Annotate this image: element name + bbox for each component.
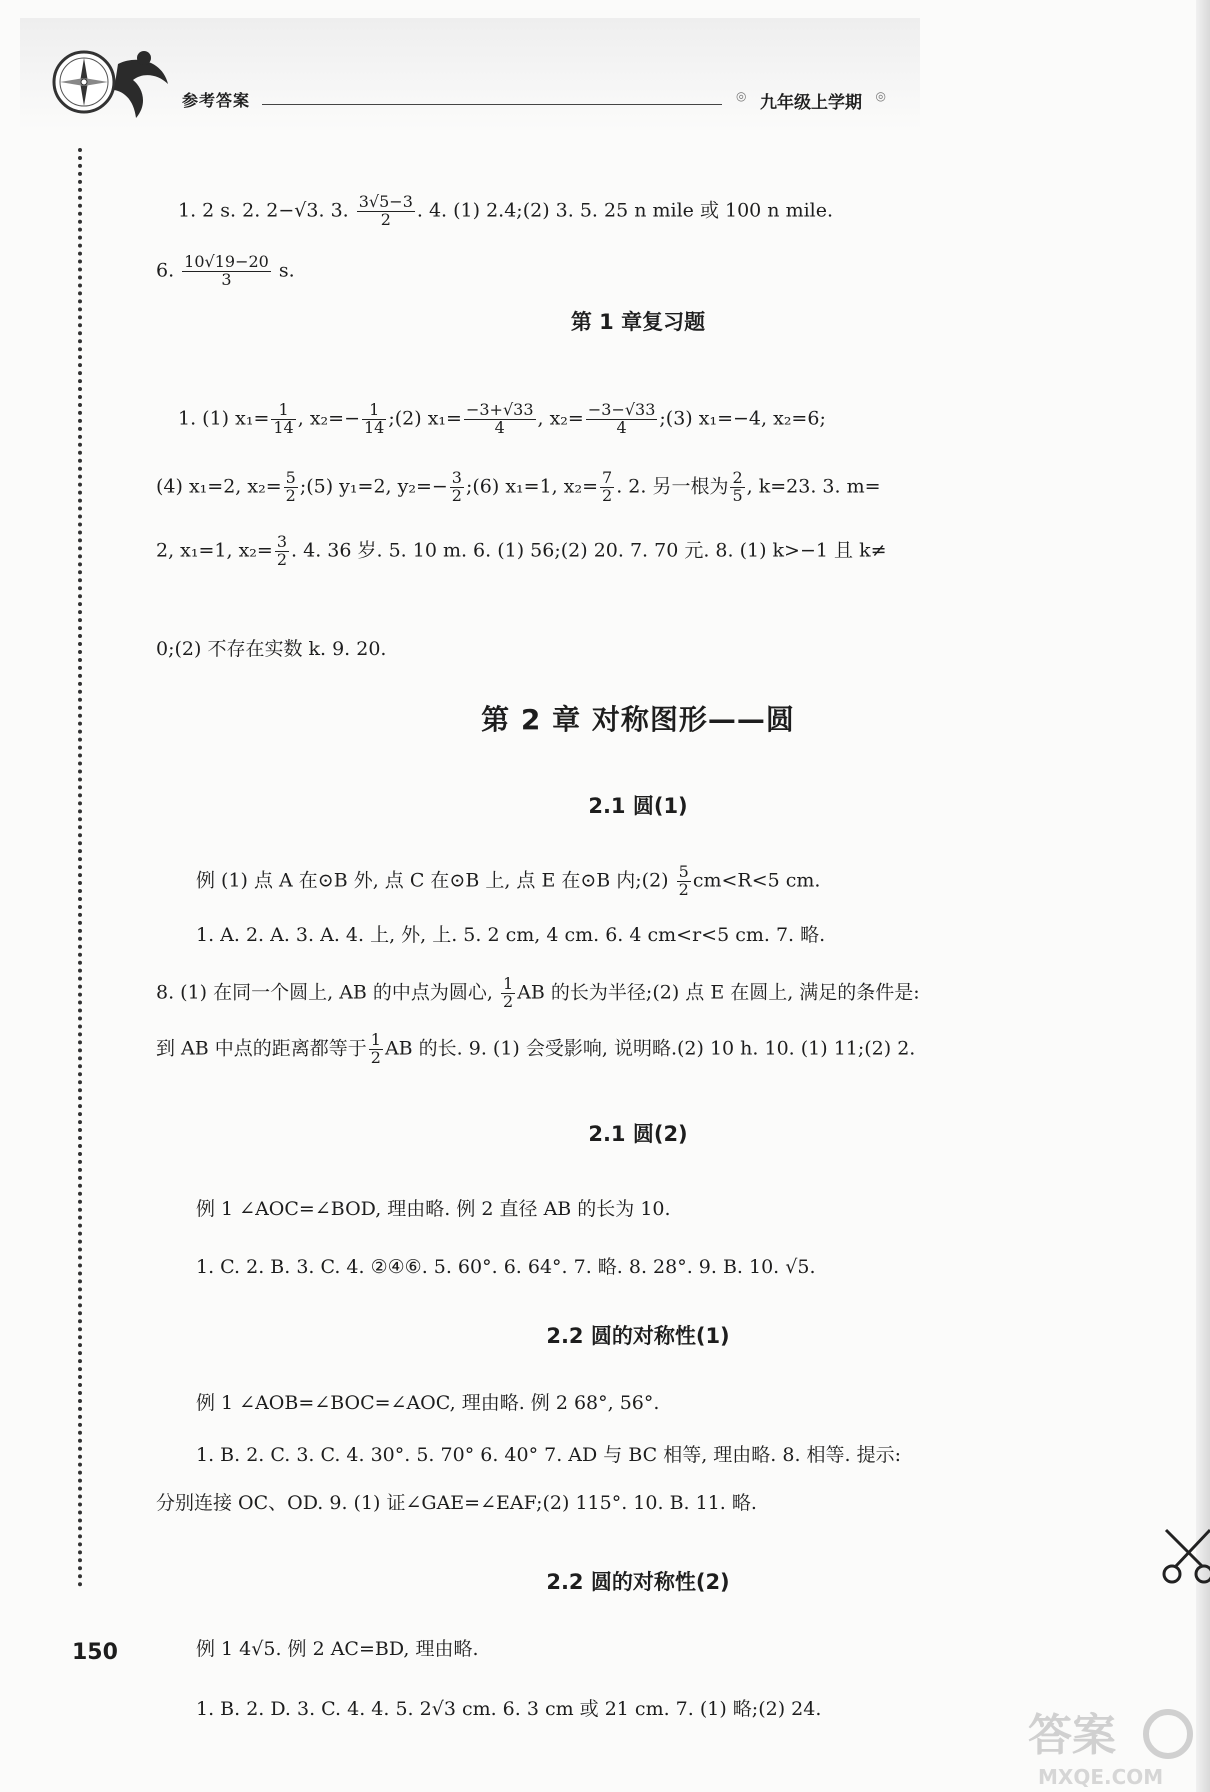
answer-line: 1. C. 2. B. 3. C. 4. ②④⑥. 5. 60°. 6. 64°. 7. 略. 8. 28°. 9. B. 10. √5. — [196, 1256, 816, 1278]
answer-line: 6. $\frac{10√19-20}{3}$ s. — [156, 252, 295, 289]
answer-line: 2, x₁=1, x₂= $\frac{3}{2}$ . 4. 36 岁. 5. 10 m. 6. (1) 56;(2) 20. 7. 70 元. 8. (1) k>−1 且 k≠ — [156, 532, 887, 569]
answer-line: 例 (1) 点 A 在⊙B 外, 点 C 在⊙B 上, 点 E 在⊙B 内;(2) $\frac{5}{2}$ cm<R<5 cm. — [196, 862, 821, 899]
answer-line: (4) x₁=2, x₂= $\frac{5}{2}$ ;(5) y₁=2, y₂=− $\frac{3}{2}$ ;(6) x₁=1, x₂= $\frac{7}{2}$ . 2. 另一根为 $\frac{2}{5}$ , k=23. 3. m= — [156, 468, 881, 505]
answer-line: 1. (1) x₁= $\frac{1}{14}$ , x₂=− $\frac{1}{14}$ ;(2) x₁= $\frac{-3+√33}{4}$ , x₂= $\frac{-3-√33}{4}$ ;(3) x₁=−4, x₂=6; — [178, 400, 826, 437]
page-header — [0, 0, 1210, 130]
section-title: 2.1 圆(1) — [588, 794, 688, 818]
section-title: 2.2 圆的对称性(1) — [546, 1324, 730, 1348]
fraction: $\frac{5}{2}$ — [285, 468, 296, 505]
scissors-icon — [1162, 1500, 1210, 1590]
answer-line: 1. B. 2. D. 3. C. 4. 4. 5. 2√3 cm. 6. 3 cm 或 21 cm. 7. (1) 略;(2) 24. — [196, 1698, 822, 1720]
header-right-label: ◎ 九年级上学期 ◎ — [730, 86, 892, 115]
answer-line: 分别连接 OC、OD. 9. (1) 证∠GAE=∠EAF;(2) 115°. 10. B. 11. 略. — [156, 1492, 757, 1514]
answer-line: 8. (1) 在同一个圆上, AB 的中点为圆心, $\frac{1}{2}$ AB 的长为半径;(2) 点 E 在圆上, 满足的条件是: — [156, 974, 920, 1011]
section-title: 2.2 圆的对称性(2) — [546, 1570, 730, 1594]
watermark-logo — [1018, 1690, 1198, 1790]
fraction: $\frac{3}{2}$ — [276, 532, 288, 569]
answer-line: 1. B. 2. C. 3. C. 4. 30°. 5. 70° 6. 40° 7. AD 与 BC 相等, 理由略. 8. 相等. 提示: — [196, 1444, 902, 1466]
section-title: 第 1 章复习题 — [570, 310, 706, 334]
fraction: $\frac{-3+√33}{4}$ — [465, 400, 534, 437]
section-title: 2.1 圆(2) — [588, 1122, 688, 1146]
header-rule — [262, 104, 722, 105]
answer-line: 1. A. 2. A. 3. A. 4. 上, 外, 上. 5. 2 cm, 4 cm. 6. 4 cm<r<5 cm. 7. 略. — [196, 924, 826, 946]
page-number: 150 — [72, 1640, 118, 1665]
fraction: $\frac{3}{2}$ — [451, 468, 462, 505]
chapter-title: 第 2 章 对称图形——圆 — [481, 703, 795, 736]
fraction: $\frac{-3-√33}{4}$ — [587, 400, 656, 437]
header-left-label: 参考答案 — [182, 91, 251, 110]
compass-logo-icon — [48, 44, 178, 128]
fraction: $\frac{2}{5}$ — [732, 468, 743, 505]
answer-line: 1. 2 s. 2. 2−√3. 3. $\frac{3√5-3}{2}$ . 4. (1) 2.4;(2) 3. 5. 25 n mile 或 100 n mile. — [178, 192, 834, 229]
answer-line: 到 AB 中点的距离都等于 $\frac{1}{2}$ AB 的长. 9. (1) 会受影响, 说明略.(2) 10 h. 10. (1) 11;(2) 2. — [156, 1030, 916, 1067]
answer-line: 例 1 ∠AOC=∠BOD, 理由略. 例 2 直径 AB 的长为 10. — [196, 1198, 671, 1220]
fraction: $\frac{3√5-3}{2}$ — [358, 192, 413, 229]
answer-line: 例 1 ∠AOB=∠BOC=∠AOC, 理由略. 例 2 68°, 56°. — [196, 1392, 660, 1414]
watermark-text: MXQE.COM — [1038, 1765, 1164, 1789]
dotted-cut-line — [78, 148, 82, 1588]
svg-text:答案: 答案 — [1028, 1710, 1116, 1761]
fraction: $\frac{1}{14}$ — [273, 400, 294, 437]
answer-line: 0;(2) 不存在实数 k. 9. 20. — [156, 638, 387, 660]
fraction: $\frac{5}{2}$ — [678, 862, 689, 899]
answer-line: 例 1 4√5. 例 2 AC=BD, 理由略. — [196, 1638, 479, 1660]
fraction: $\frac{1}{14}$ — [364, 400, 385, 437]
fraction: $\frac{1}{2}$ — [503, 974, 514, 1011]
fraction: $\frac{10√19-20}{3}$ — [184, 252, 269, 289]
fraction: $\frac{7}{2}$ — [602, 468, 613, 505]
fraction: $\frac{1}{2}$ — [370, 1030, 381, 1067]
